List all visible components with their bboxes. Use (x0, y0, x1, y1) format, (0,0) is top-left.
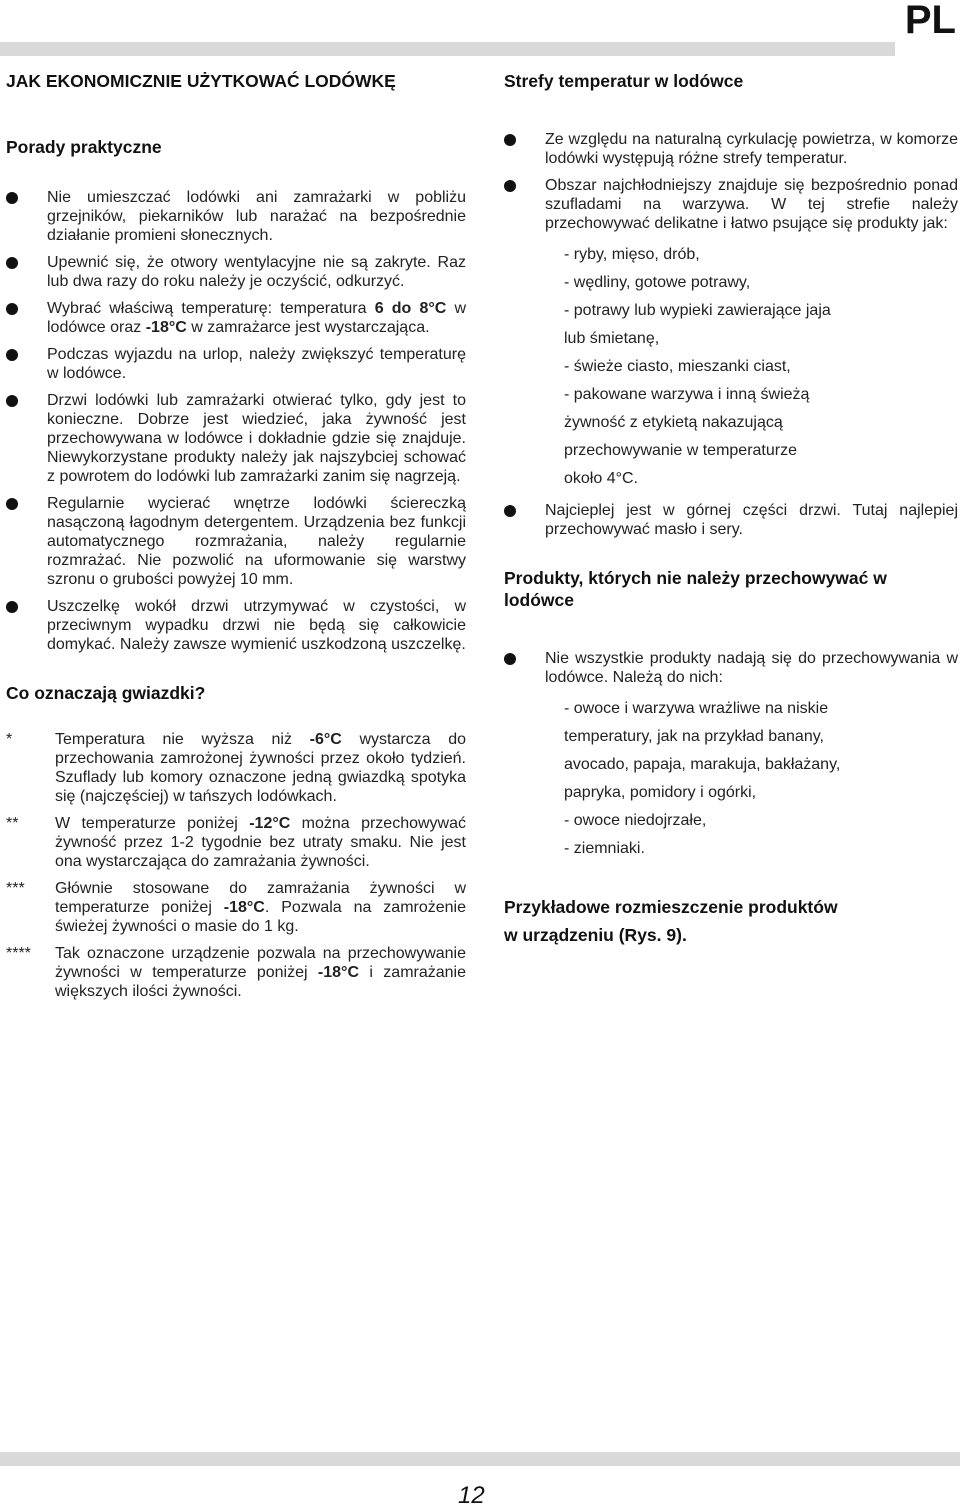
list-item: avocado, papaja, marakuja, bakłażany, (564, 756, 841, 773)
list-item: - owoce i warzywa wrażliwe na niskie (564, 700, 829, 717)
right-column (504, 70, 958, 949)
list-item: - ziemniaki. (564, 840, 645, 857)
bullet-icon (6, 395, 18, 407)
star-item: **** Tak oznaczone urządzenie pozwala na przechowywanie żywności w temperaturze poniżej -18°C i zamrażanie większych ilości żywności. (6, 945, 466, 1000)
list-item: Wybrać właściwą temperaturę: temperatura 6 do 8°C w lodówce oraz -18°C w zamrażarce jest wystarczająca. (6, 299, 466, 337)
page-number: 12 (458, 1482, 485, 1509)
zones-heading: Strefy temperatur w lodówce (504, 71, 744, 91)
list-item: żywność z etykietą nakazującą (564, 414, 783, 431)
list-item: - świeże ciasto, mieszanki ciast, (564, 358, 791, 375)
bullet-icon (6, 192, 18, 204)
star-item: * Temperatura nie wyższa niż -6°C wystarcza do przechowania zamrożonej żywności przez około tydzień. Szuflady lub komory oznaczone jedną gwiazdką spotyka się (najczęściej) w tańszych lodówkach. (6, 731, 467, 805)
page-title: JAK EKONOMICZNIE UŻYTKOWAĆ LODÓWKĘ (6, 71, 396, 91)
list-item: Najcieplej jest w górnej części drzwi. Tutaj najlepiej przechowywać masło i sery. (504, 501, 958, 539)
list-item: Upewnić się, że otwory wentylacyjne nie są zakryte. Raz lub dwa razy do roku należy je oczyścić, odkurzyć. (6, 253, 466, 291)
bullet-icon (6, 303, 18, 315)
bullet-icon (6, 257, 18, 269)
avoid-heading: Produkty, których nie należy przechowywać w lodówce (504, 568, 887, 610)
zones-list (504, 130, 958, 539)
list-item: - ryby, mięso, drób, (564, 246, 700, 263)
list-item: Podczas wyjazdu na urlop, należy zwiększyć temperaturę w lodówce. (6, 345, 466, 383)
bullet-icon (6, 349, 18, 361)
bullet-icon (504, 505, 516, 517)
list-item: papryka, pomidory i ogórki, (564, 784, 757, 801)
tips-list (6, 188, 466, 654)
list-item: temperatury, jak na przykład banany, (564, 728, 824, 745)
list-item: Drzwi lodówki lub zamrażarki otwierać tylko, gdy jest to konieczne. Dobrze jest wiedzieć, jaka żywność jest przechowywana w lodówce i dokładnie gdzie się znajduje. Niewykorzystane produkty należy jak najszybciej schować z powrotem do lodówki lub zamrażarki zanim się nagrzeją. (6, 391, 466, 486)
bullet-icon (504, 653, 516, 665)
list-item: około 4°C. (564, 470, 638, 487)
list-item: Uszczelkę wokół drzwi utrzymywać w czystości, w przeciwnym wypadku drzwi nie będą się całkowicie domykać. Należy zawsze wymienić uszkodzoną uszczelkę. (6, 597, 466, 654)
bullet-icon (6, 498, 18, 510)
tips-heading: Porady praktyczne (6, 137, 162, 157)
left-column (6, 70, 466, 1009)
star-mark: ** (6, 815, 19, 832)
footer-bar (0, 1452, 960, 1466)
list-item: - owoce niedojrzałe, (564, 812, 707, 829)
avoid-products (545, 695, 958, 863)
bullet-icon (504, 180, 516, 192)
list-item: Ze względu na naturalną cyrkulację powietrza, w komorze lodówki występują różne strefy temperatur. (504, 130, 958, 168)
list-item: - wędliny, gotowe potrawy, (564, 274, 751, 291)
list-item: lub śmietanę, (564, 330, 660, 347)
bullet-icon (504, 134, 516, 146)
stars-heading: Co oznaczają gwiazdki? (6, 683, 206, 703)
avoid-list (504, 649, 958, 863)
language-badge: PL (904, 0, 956, 42)
list-item: Regularnie wycierać wnętrze lodówki ściereczką nasączoną łagodnym detergentem. Urządzenia bez funkcji automatycznego rozmrażania, należy regularnie rozmrażać. Nie pozwolić na uformowanie się warstwy szronu o grubości powyżej 10 mm. (6, 494, 466, 589)
cold-zone-products (545, 241, 958, 493)
list-item: Nie wszystkie produkty nadają się do przechowywania w lodówce. Należą do nich: - owoce i warzywa wrażliwe na niskie temperatury, jak na przykład banany, avocado, papaja, marakuja, bakłażany, papryka, pomidory i ogórki, - owoce niedojrzałe, - ziemniaki. (504, 649, 958, 863)
list-item: - pakowane warzywa i inną świeżą (564, 386, 810, 403)
list-item: Obszar najchłodniejszy znajduje się bezpośrednio ponad szufladami na warzywa. W tej strefie należy przechowywać delikatne i łatwo psujące się produkty jak: - ryby, mięso, drób, - wędliny, gotowe potrawy, - potrawy lub wypieki zawierające jaja lub śmietanę, - świeże ciasto, mieszanki ciast, - pakowane warzywa i inną świeżą żywność z etykietą nakazującą przechowywanie w temperaturze około 4°C. (504, 176, 958, 493)
list-item: Nie umieszczać lodówki ani zamrażarki w pobliżu grzejników, piekarników lub narażać na bezpośrednie działanie promieni słonecznych. (6, 188, 466, 245)
bullet-icon (6, 601, 18, 613)
layout-heading: Przykładowe rozmieszczenie produktów w urządzeniu (Rys. 9). (504, 897, 838, 945)
list-item: przechowywanie w temperaturze (564, 442, 797, 459)
header-bar (0, 42, 895, 56)
star-mark: *** (6, 880, 25, 897)
star-item: *** Głównie stosowane do zamrażania żywności w temperaturze poniżej -18°C. Pozwala na zamrożenie świeżej żywności o masie do 1 kg. (6, 880, 466, 935)
list-item: - potrawy lub wypieki zawierające jaja (564, 302, 831, 319)
star-item: ** W temperaturze poniżej -12°C można przechowywać żywność przez 1-2 tygodnie bez utraty smaku. Nie jest ona wystarczająca do zamrażania żywności. (6, 815, 467, 870)
star-mark: * (6, 731, 13, 748)
star-mark: **** (6, 945, 31, 962)
